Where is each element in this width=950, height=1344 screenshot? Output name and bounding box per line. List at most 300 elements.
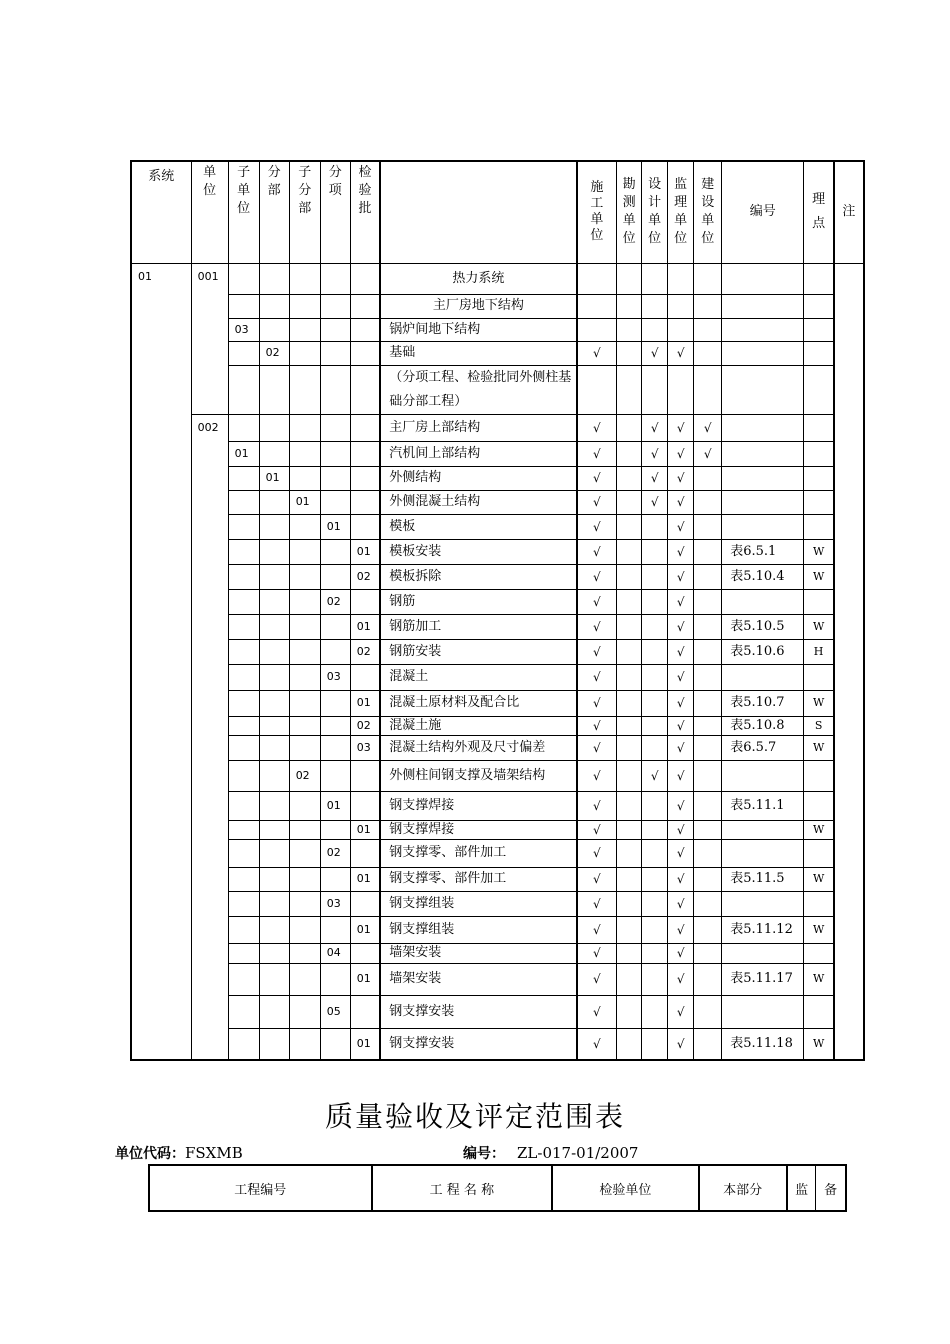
cell-batch [350,263,380,294]
cell-design-check [642,791,668,820]
cell-item [320,963,350,995]
cell-point [804,839,834,867]
cell-division [259,539,289,564]
cell-point: W [804,564,834,589]
cell-supervision-check: √ [668,916,694,943]
cell-item [320,318,350,341]
cell-item [320,414,350,441]
cell-construction-check: √ [577,589,617,614]
cell-owner-check [694,891,722,916]
cell-supervision-check [668,263,694,294]
cell-sub-division [289,441,320,466]
cell-owner-check [694,318,722,341]
cell-supervision-check: √ [668,943,694,963]
cell-name: 墙架安装 [380,943,576,963]
cell-code [722,441,804,466]
cell-name: 混凝土结构外观及尺寸偏差 [380,735,576,760]
cell-division [259,891,289,916]
cell-item [320,760,350,791]
unit-code-value: FSXMB [185,1144,243,1162]
cell-point: W [804,690,834,716]
cell-design-check: √ [642,760,668,791]
cell-survey-check [617,514,642,539]
cell-item [320,365,350,414]
table-header-row [131,161,864,263]
cell-construction-check: √ [577,963,617,995]
cell-owner-check [694,365,722,414]
cell-batch [350,839,380,867]
cell-owner-check [694,341,722,365]
cell-owner-check [694,716,722,735]
cell-supervision-check: √ [668,995,694,1028]
cell-survey-check [617,490,642,514]
cell-design-check [642,716,668,735]
cell-survey-check [617,995,642,1028]
cell-construction-check [577,263,617,294]
header-owner: 建 设 单 位 [694,161,722,263]
cell-division [259,735,289,760]
cell-code [722,466,804,490]
cell-survey-check [617,614,642,639]
cell-batch: 01 [350,539,380,564]
cell-owner-check [694,466,722,490]
cell-sub-division [289,820,320,839]
table-row [131,735,864,760]
cell-survey-check [617,341,642,365]
cell-design-check [642,891,668,916]
cell-sub-division [289,891,320,916]
cell-code [722,365,804,414]
page-title: 质量验收及评定范围表 [324,1100,625,1133]
table-row [131,867,864,891]
cell-point [804,589,834,614]
cell-name: 墙架安装 [380,963,576,995]
header-batch: 检 验 批 [350,161,380,263]
cell-batch: 02 [350,564,380,589]
cell-item: 03 [320,664,350,690]
unit-code-label: 单位代码： [115,1146,185,1162]
cell-item [320,916,350,943]
cell-point: W [804,735,834,760]
cell-point [804,441,834,466]
cell-construction-check: √ [577,441,617,466]
cell-code: 表6.5.1 [722,539,804,564]
cell-survey-check [617,716,642,735]
cell-owner-check [694,263,722,294]
cell-owner-check [694,564,722,589]
cell-owner-check [694,995,722,1028]
cell-code [722,760,804,791]
cell-division [259,820,289,839]
cell-point [804,490,834,514]
cell-item [320,263,350,294]
cell-supervision-check [668,365,694,414]
cell-survey-check [617,891,642,916]
cell-owner-check [694,514,722,539]
cell-supervision-check: √ [668,867,694,891]
cell-design-check [642,943,668,963]
cell-construction-check: √ [577,466,617,490]
cell-design-check [642,839,668,867]
cell-sub-unit: 03 [228,318,259,341]
cell-item [320,539,350,564]
cell-item [320,564,350,589]
cell-owner-check [694,791,722,820]
cell-code [722,341,804,365]
cell-construction-check: √ [577,995,617,1028]
cell-owner-check [694,943,722,963]
cell-survey-check [617,263,642,294]
cell-sub-unit [228,365,259,414]
cell-sub-unit [228,539,259,564]
header-design: 设 计 单 位 [642,161,668,263]
cell-division [259,365,289,414]
cell-division: 01 [259,466,289,490]
table-row [131,539,864,564]
cell-owner-check [694,614,722,639]
cell-name: 模板安装 [380,539,576,564]
cell-construction-check: √ [577,716,617,735]
cell-name: 钢筋安装 [380,639,576,664]
cell-sub-division [289,539,320,564]
cell-supervision-check: √ [668,735,694,760]
cell-construction-check: √ [577,514,617,539]
cell-item [320,441,350,466]
cell-supervision-check: √ [668,514,694,539]
cell-construction-check: √ [577,735,617,760]
cell-division [259,614,289,639]
cell-sub-division [289,735,320,760]
header-division: 分 部 [259,161,289,263]
cell-owner-check [694,589,722,614]
cell-division [259,867,289,891]
cell-division [259,490,289,514]
cell-design-check [642,735,668,760]
cell-name: 钢支撑组装 [380,916,576,943]
scope-table [130,160,865,1061]
cell-point: H [804,639,834,664]
cell-sub-unit [228,466,259,490]
cell-division [259,441,289,466]
cell-division [259,1028,289,1060]
number-value: ZL-017-01/2007 [517,1144,639,1162]
cell-construction-check: √ [577,690,617,716]
cell-point: W [804,1028,834,1060]
cell-system: 01 [131,263,191,1060]
cell-code [722,490,804,514]
cell-name: 混凝土施 [380,716,576,735]
cell-sub-unit [228,490,259,514]
cell-construction-check: √ [577,639,617,664]
table-row [131,514,864,539]
cell-survey-check [617,639,642,664]
cell-division [259,690,289,716]
cell-name: 锅炉间地下结构 [380,318,576,341]
header2-project-name: 工 程 名 称 [372,1165,553,1211]
header2-remark: 备 [816,1165,846,1211]
cell-sub-unit [228,716,259,735]
cell-design-check [642,664,668,690]
table-row [131,263,864,294]
cell-division [259,318,289,341]
cell-item [320,716,350,735]
cell-sub-unit: 01 [228,441,259,466]
header2-project-no: 工程编号 [149,1165,372,1211]
table-row [131,414,864,441]
cell-design-check: √ [642,414,668,441]
cell-construction-check [577,318,617,341]
cell-name: 主厂房上部结构 [380,414,576,441]
cell-sub-unit [228,791,259,820]
cell-division [259,963,289,995]
cell-survey-check [617,735,642,760]
cell-construction-check: √ [577,916,617,943]
cell-name: 基础 [380,341,576,365]
cell-name: 钢支撑零、部件加工 [380,839,576,867]
cell-item: 04 [320,943,350,963]
cell-survey-check [617,1028,642,1060]
cell-batch [350,664,380,690]
cell-point [804,791,834,820]
cell-sub-unit [228,414,259,441]
cell-point [804,760,834,791]
cell-point [804,414,834,441]
cell-design-check: √ [642,441,668,466]
cell-sub-unit [228,820,259,839]
cell-division [259,263,289,294]
cell-construction-check: √ [577,791,617,820]
cell-survey-check [617,539,642,564]
cell-supervision-check: √ [668,1028,694,1060]
cell-item: 02 [320,839,350,867]
cell-item [320,466,350,490]
cell-batch: 01 [350,867,380,891]
cell-note [834,263,864,1060]
cell-batch [350,943,380,963]
cell-sub-division [289,791,320,820]
table-row [131,318,864,341]
cell-sub-unit [228,263,259,294]
cell-supervision-check: √ [668,760,694,791]
number-label: 编号： [463,1146,505,1162]
cell-construction-check: √ [577,341,617,365]
table-row [131,441,864,466]
table-row [131,839,864,867]
cell-design-check: √ [642,466,668,490]
cell-division [259,294,289,318]
cell-sub-unit [228,891,259,916]
cell-item [320,294,350,318]
cell-owner-check [694,639,722,664]
cell-point: W [804,820,834,839]
cell-name: 钢支撑安装 [380,995,576,1028]
cell-batch [350,414,380,441]
cell-sub-unit [228,690,259,716]
cell-sub-division [289,466,320,490]
cell-batch: 02 [350,639,380,664]
cell-survey-check [617,760,642,791]
cell-code [722,839,804,867]
cell-design-check [642,963,668,995]
cell-code [722,943,804,963]
cell-design-check: √ [642,341,668,365]
cell-batch: 01 [350,820,380,839]
cell-item: 05 [320,995,350,1028]
cell-point: W [804,614,834,639]
cell-point: W [804,963,834,995]
table-row [131,564,864,589]
table-row [131,943,864,963]
cell-survey-check [617,664,642,690]
cell-item: 03 [320,891,350,916]
cell-supervision-check: √ [668,664,694,690]
cell-name: 钢筋 [380,589,576,614]
cell-supervision-check [668,318,694,341]
table-body [131,263,864,1060]
header-point: 理 点 [804,161,834,263]
cell-code: 表6.5.7 [722,735,804,760]
table-row [131,341,864,365]
cell-design-check [642,690,668,716]
header-sub-unit: 子 单 位 [228,161,259,263]
cell-name: 模板 [380,514,576,539]
header-sub-division: 子 分 部 [289,161,320,263]
cell-construction-check [577,294,617,318]
cell-design-check [642,916,668,943]
cell-sub-unit [228,943,259,963]
cell-supervision-check: √ [668,589,694,614]
cell-sub-division: 02 [289,760,320,791]
cell-owner-check [694,760,722,791]
table-row [131,365,864,414]
cell-survey-check [617,839,642,867]
cell-supervision-check: √ [668,466,694,490]
cell-division [259,664,289,690]
cell-sub-division [289,564,320,589]
cell-name: 钢筋加工 [380,614,576,639]
cell-point [804,294,834,318]
cell-design-check [642,614,668,639]
cell-code: 表5.10.8 [722,716,804,735]
cell-division [259,791,289,820]
cell-point [804,365,834,414]
cell-sub-division [289,589,320,614]
cell-supervision-check: √ [668,441,694,466]
cell-batch [350,891,380,916]
cell-sub-unit [228,735,259,760]
cell-construction-check: √ [577,664,617,690]
cell-code [722,514,804,539]
cell-sub-unit [228,514,259,539]
cell-supervision-check: √ [668,614,694,639]
cell-batch [350,365,380,414]
cell-code [722,414,804,441]
cell-sub-division [289,995,320,1028]
header-system: 系统 [131,161,191,263]
cell-code: 表5.11.12 [722,916,804,943]
cell-code: 表5.11.1 [722,791,804,820]
cell-design-check [642,995,668,1028]
cell-division [259,564,289,589]
cell-supervision-check: √ [668,820,694,839]
cell-sub-unit [228,1028,259,1060]
cell-supervision-check: √ [668,891,694,916]
cell-item [320,820,350,839]
cell-batch [350,294,380,318]
cell-survey-check [617,820,642,839]
cell-point: W [804,867,834,891]
table-row [131,995,864,1028]
cell-sub-division [289,867,320,891]
cell-sub-unit [228,995,259,1028]
cell-owner-check: √ [694,441,722,466]
cell-survey-check [617,867,642,891]
cell-sub-division [289,414,320,441]
cell-survey-check [617,466,642,490]
cell-code [722,995,804,1028]
cell-design-check [642,1028,668,1060]
header-construction: 施 工 单 位 [577,161,617,263]
table-row [131,791,864,820]
cell-name: 钢支撑焊接 [380,820,576,839]
cell-owner-check [694,664,722,690]
table-row [131,614,864,639]
cell-name: 汽机间上部结构 [380,441,576,466]
table-row [131,916,864,943]
cell-point [804,466,834,490]
cell-name: 外侧混凝土结构 [380,490,576,514]
cell-batch: 01 [350,690,380,716]
table-row [131,963,864,995]
cell-owner-check [694,490,722,514]
cell-sub-division: 01 [289,490,320,514]
header2-inspect-unit: 检验单位 [552,1165,698,1211]
cell-sub-unit [228,867,259,891]
cell-code [722,589,804,614]
cell-supervision-check: √ [668,564,694,589]
cell-construction-check: √ [577,820,617,839]
cell-construction-check: √ [577,867,617,891]
cell-batch [350,466,380,490]
cell-name: 钢支撑零、部件加工 [380,867,576,891]
cell-item: 02 [320,589,350,614]
cell-supervision-check: √ [668,639,694,664]
cell-supervision-check [668,294,694,318]
header-survey: 勘 测 单 位 [617,161,642,263]
cell-construction-check: √ [577,614,617,639]
cell-survey-check [617,916,642,943]
cell-batch [350,760,380,791]
cell-name: 钢支撑焊接 [380,791,576,820]
cell-owner-check [694,867,722,891]
cell-sub-division [289,716,320,735]
cell-design-check [642,589,668,614]
cell-code [722,891,804,916]
cell-sub-unit [228,760,259,791]
table-row [131,466,864,490]
cell-batch: 01 [350,614,380,639]
cell-batch [350,441,380,466]
cell-design-check [642,867,668,891]
cell-point [804,943,834,963]
cell-batch [350,341,380,365]
cell-construction-check: √ [577,414,617,441]
table-row [131,690,864,716]
cell-survey-check [617,589,642,614]
cell-design-check [642,263,668,294]
cell-code: 表5.11.18 [722,1028,804,1060]
cell-survey-check [617,365,642,414]
